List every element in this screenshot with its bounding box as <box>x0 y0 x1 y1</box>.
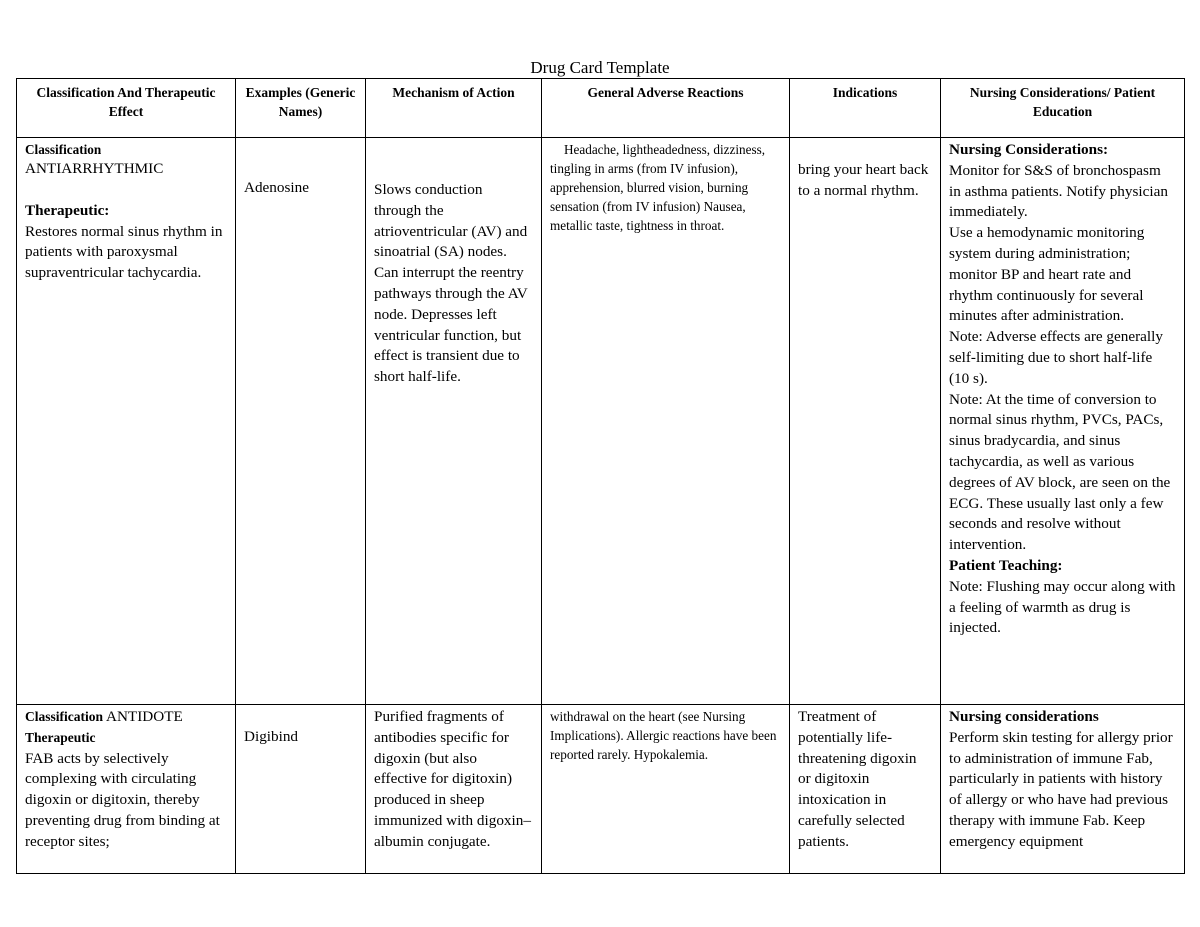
mechanism-cell <box>366 705 542 874</box>
mechanism-cell <box>366 138 542 705</box>
nursing-cell <box>941 705 1185 874</box>
example-name: Digibind <box>244 728 299 745</box>
therapeutic-text: Restores normal sinus rhythm in patients with paroxysmal supraventricular tachycardia. <box>25 222 223 282</box>
nursing-paragraph: Note: At the time of conversion to normal sinus rhythm, PVCs, PACs, sinus bradycardia, and sinus tachycardia, as well as various degrees of AV block, are seen on the ECG. These usually last only a few seconds and resolve without intervention. <box>949 390 1171 554</box>
adverse-cell <box>542 705 790 874</box>
table-row <box>17 138 1185 705</box>
nursing-paragraph: Note: Adverse effects are generally self-limiting due to short half-life (10 s). <box>949 328 1163 387</box>
teaching-label: Patient Teaching: <box>949 556 1063 574</box>
header-indications: Indications <box>790 79 941 138</box>
example-cell <box>236 138 366 705</box>
indication-cell <box>790 138 941 705</box>
indication-cell <box>790 705 941 874</box>
nursing-paragraph: Use a hemodynamic monitoring system during administration; monitor BP and heart rate and rhythm continuously for several minutes after administration. <box>949 224 1145 325</box>
nursing-paragraph: Perform skin testing for allergy prior to administration of immune Fab, particularly in patients with history of allergy or who have had previous therapy with immune Fab. Keep emergency equipment <box>949 728 1173 850</box>
therapeutic-label: Therapeutic <box>25 729 96 745</box>
therapeutic-text: FAB acts by selectively complexing with circulating digoxin or digitoxin, thereby preventing drug from binding at receptor sites; <box>25 749 220 850</box>
classification-cell <box>17 705 236 874</box>
drug-card-table <box>16 78 1185 874</box>
indication-text: Treatment of potentially life-threatening digoxin or digitoxin intoxication in carefully selected patients. <box>798 708 917 850</box>
nursing-cell <box>941 138 1185 705</box>
classification-value: ANTIDOTE <box>105 708 183 725</box>
classification-value: ANTIARRHYTHMIC <box>25 160 164 177</box>
header-mechanism: Mechanism of Action <box>366 79 542 138</box>
nursing-label: Nursing considerations <box>949 708 1099 725</box>
header-examples: Examples (Generic Names) <box>236 79 366 138</box>
adverse-cell <box>542 138 790 705</box>
header-row <box>17 79 1185 138</box>
adverse-text: withdrawal on the heart (see Nursing Implications). Allergic reactions have been reported rarely. Hypokalemia. <box>550 709 777 762</box>
indication-text: bring your heart back to a normal rhythm. <box>798 161 929 199</box>
document-title: Drug Card Template <box>530 58 670 77</box>
nursing-label: Nursing Considerations: <box>949 141 1109 158</box>
header-adverse-reactions: General Adverse Reactions <box>542 79 790 138</box>
header-nursing: Nursing Considerations/ Patient Education <box>941 79 1185 138</box>
mechanism-text: Slows conduction through the atrioventricular (AV) and sinoatrial (SA) nodes. Can interrupt the reentry pathways through the AV node. Depresses left ventricular function, but effect is transient due to short half-life. <box>374 181 528 386</box>
mechanism-text: Purified fragments of antibodies specific for digoxin (but also effective for digitoxin) produced in sheep immunized with digoxin–albumin conjugate. <box>374 708 531 850</box>
table-row <box>17 705 1185 874</box>
therapeutic-label: Therapeutic: <box>25 201 110 219</box>
classification-cell <box>17 138 236 705</box>
teaching-text: Note: Flushing may occur along with a feeling of warmth as drug is injected. <box>949 577 1176 637</box>
adverse-text: Headache, lightheadedness, dizziness, tingling in arms (from IV infusion), apprehension, blurred vision, burning sensation (from IV infusion) Nausea, metallic taste, tightness in throat. <box>550 142 766 233</box>
classification-label: Classification <box>25 142 102 157</box>
example-name: Adenosine <box>244 179 309 196</box>
classification-label: Classification <box>25 709 104 724</box>
header-classification: Classification And Therapeutic Effect <box>17 79 236 138</box>
nursing-paragraph: Monitor for S&S of bronchospasm in asthma patients. Notify physician immediately. <box>949 161 1168 221</box>
example-cell <box>236 705 366 874</box>
